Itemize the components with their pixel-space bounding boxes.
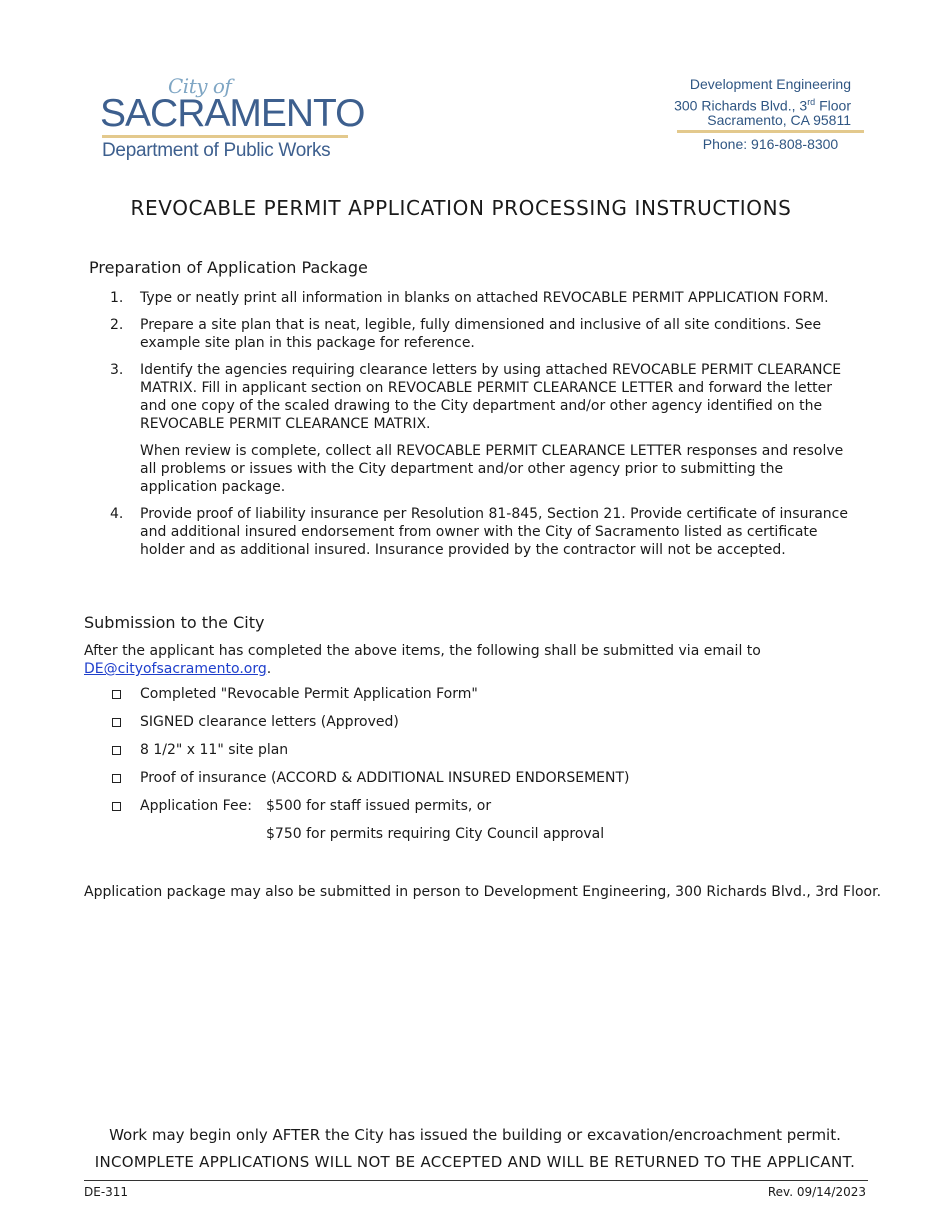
step-number: 4. [110, 506, 124, 522]
step-text: Identify the agencies requiring clearance letters by using attached REVOCABLE PERMIT CLEARANCE MATRIX. Fill in applicant section on REVOCABLE PERMIT CLEARANCE LETTER and forward the letter and one copy of the scaled drawing to the City department and/or other agency identified on the REVOCABLE PERMIT CLEARANCE MATRIX. [140, 362, 842, 432]
form-id: DE-311 [84, 1185, 129, 1199]
submission-intro-text: After the applicant has completed the above items, the following shall be submitted via email to [84, 643, 761, 659]
checkbox[interactable] [112, 690, 121, 699]
step-item [110, 316, 850, 352]
checklist-item-label: 8 1/2" x 11" site plan [140, 742, 289, 758]
email-link[interactable]: DE@cityofsacramento.org [84, 661, 267, 677]
address-line-2-pre: 300 Richards Blvd., 3 [674, 97, 808, 114]
submission-intro-end: . [266, 661, 272, 677]
logo-divider [102, 135, 348, 138]
document-title: REVOCABLE PERMIT APPLICATION PROCESSING INSTRUCTIONS [130, 196, 792, 220]
step-number: 1. [110, 290, 124, 306]
work-begin-notice: Work may begin only AFTER the City has issued the building or excavation/encroachment permit. [109, 1126, 841, 1144]
checklist-item-label: Proof of insurance (ACCORD & ADDITIONAL INSURED ENDORSEMENT) [140, 770, 630, 786]
checklist-item [112, 713, 872, 741]
revision-date: Rev. 09/14/2023 [767, 1185, 866, 1199]
footer-divider [84, 1180, 868, 1181]
submission-intro [84, 642, 864, 678]
step-text: Provide proof of liability insurance per Resolution 81-845, Section 21. Provide certificate of insurance and additional insured endorsement from owner with the City of Sacramento listed as certificate holder and as additional insured. Insurance provided by the contractor will not be accepted. [140, 506, 848, 558]
checkbox[interactable] [112, 802, 121, 811]
checklist-item-fee [112, 797, 872, 825]
submission-heading: Submission to the City [84, 613, 265, 632]
checklist-item [112, 769, 872, 797]
logo-sacramento: SACRAMENTO [100, 92, 365, 135]
address-line-2-post: Floor [815, 97, 851, 114]
step-item [110, 289, 850, 307]
incomplete-notice: INCOMPLETE APPLICATIONS WILL NOT BE ACCEPTED AND WILL BE RETURNED TO THE APPLICANT. [94, 1153, 856, 1171]
fee-line-2: $750 for permits requiring City Council approval [266, 826, 605, 842]
step-item [110, 505, 850, 559]
submission-checklist [112, 685, 872, 853]
preparation-steps [110, 289, 850, 568]
address-line-1: Development Engineering [689, 76, 851, 92]
checklist-item [112, 741, 872, 769]
step-text: Type or neatly print all information in blanks on attached REVOCABLE PERMIT APPLICATION FORM. [140, 290, 829, 306]
checkbox[interactable] [112, 746, 121, 755]
phone-number: Phone: 916-808-8300 [702, 136, 839, 152]
step-text-continued: When review is complete, collect all REVOCABLE PERMIT CLEARANCE LETTER responses and resolve all problems or issues with the City department and/or other agency prior to submitting the application package. [140, 443, 844, 495]
fee-continuation [112, 825, 872, 853]
step-text: Prepare a site plan that is neat, legible, fully dimensioned and inclusive of all site conditions. See example site plan in this package for reference. [140, 317, 822, 351]
checklist-item [112, 685, 872, 713]
address-line-2-sup: rd [807, 97, 816, 107]
fee-line-1: $500 for staff issued permits, or [266, 798, 492, 814]
in-person-note: Application package may also be submitted in person to Development Engineering, 300 Richards Blvd., 3rd Floor. [84, 884, 882, 900]
checkbox[interactable] [112, 718, 121, 727]
logo-city-of: City of [168, 74, 232, 98]
preparation-heading: Preparation of Application Package [89, 258, 368, 277]
address-line-3: Sacramento, CA 95811 [707, 112, 851, 128]
logo-department: Department of Public Works [102, 140, 331, 161]
checkbox[interactable] [112, 774, 121, 783]
fee-label: Application Fee: [140, 798, 252, 814]
step-number: 3. [110, 362, 124, 378]
address-divider [677, 130, 864, 133]
step-number: 2. [110, 317, 124, 333]
checklist-item-label: Completed "Revocable Permit Application Form" [140, 686, 478, 702]
step-item [110, 361, 850, 496]
checklist-item-label: SIGNED clearance letters (Approved) [140, 714, 399, 730]
